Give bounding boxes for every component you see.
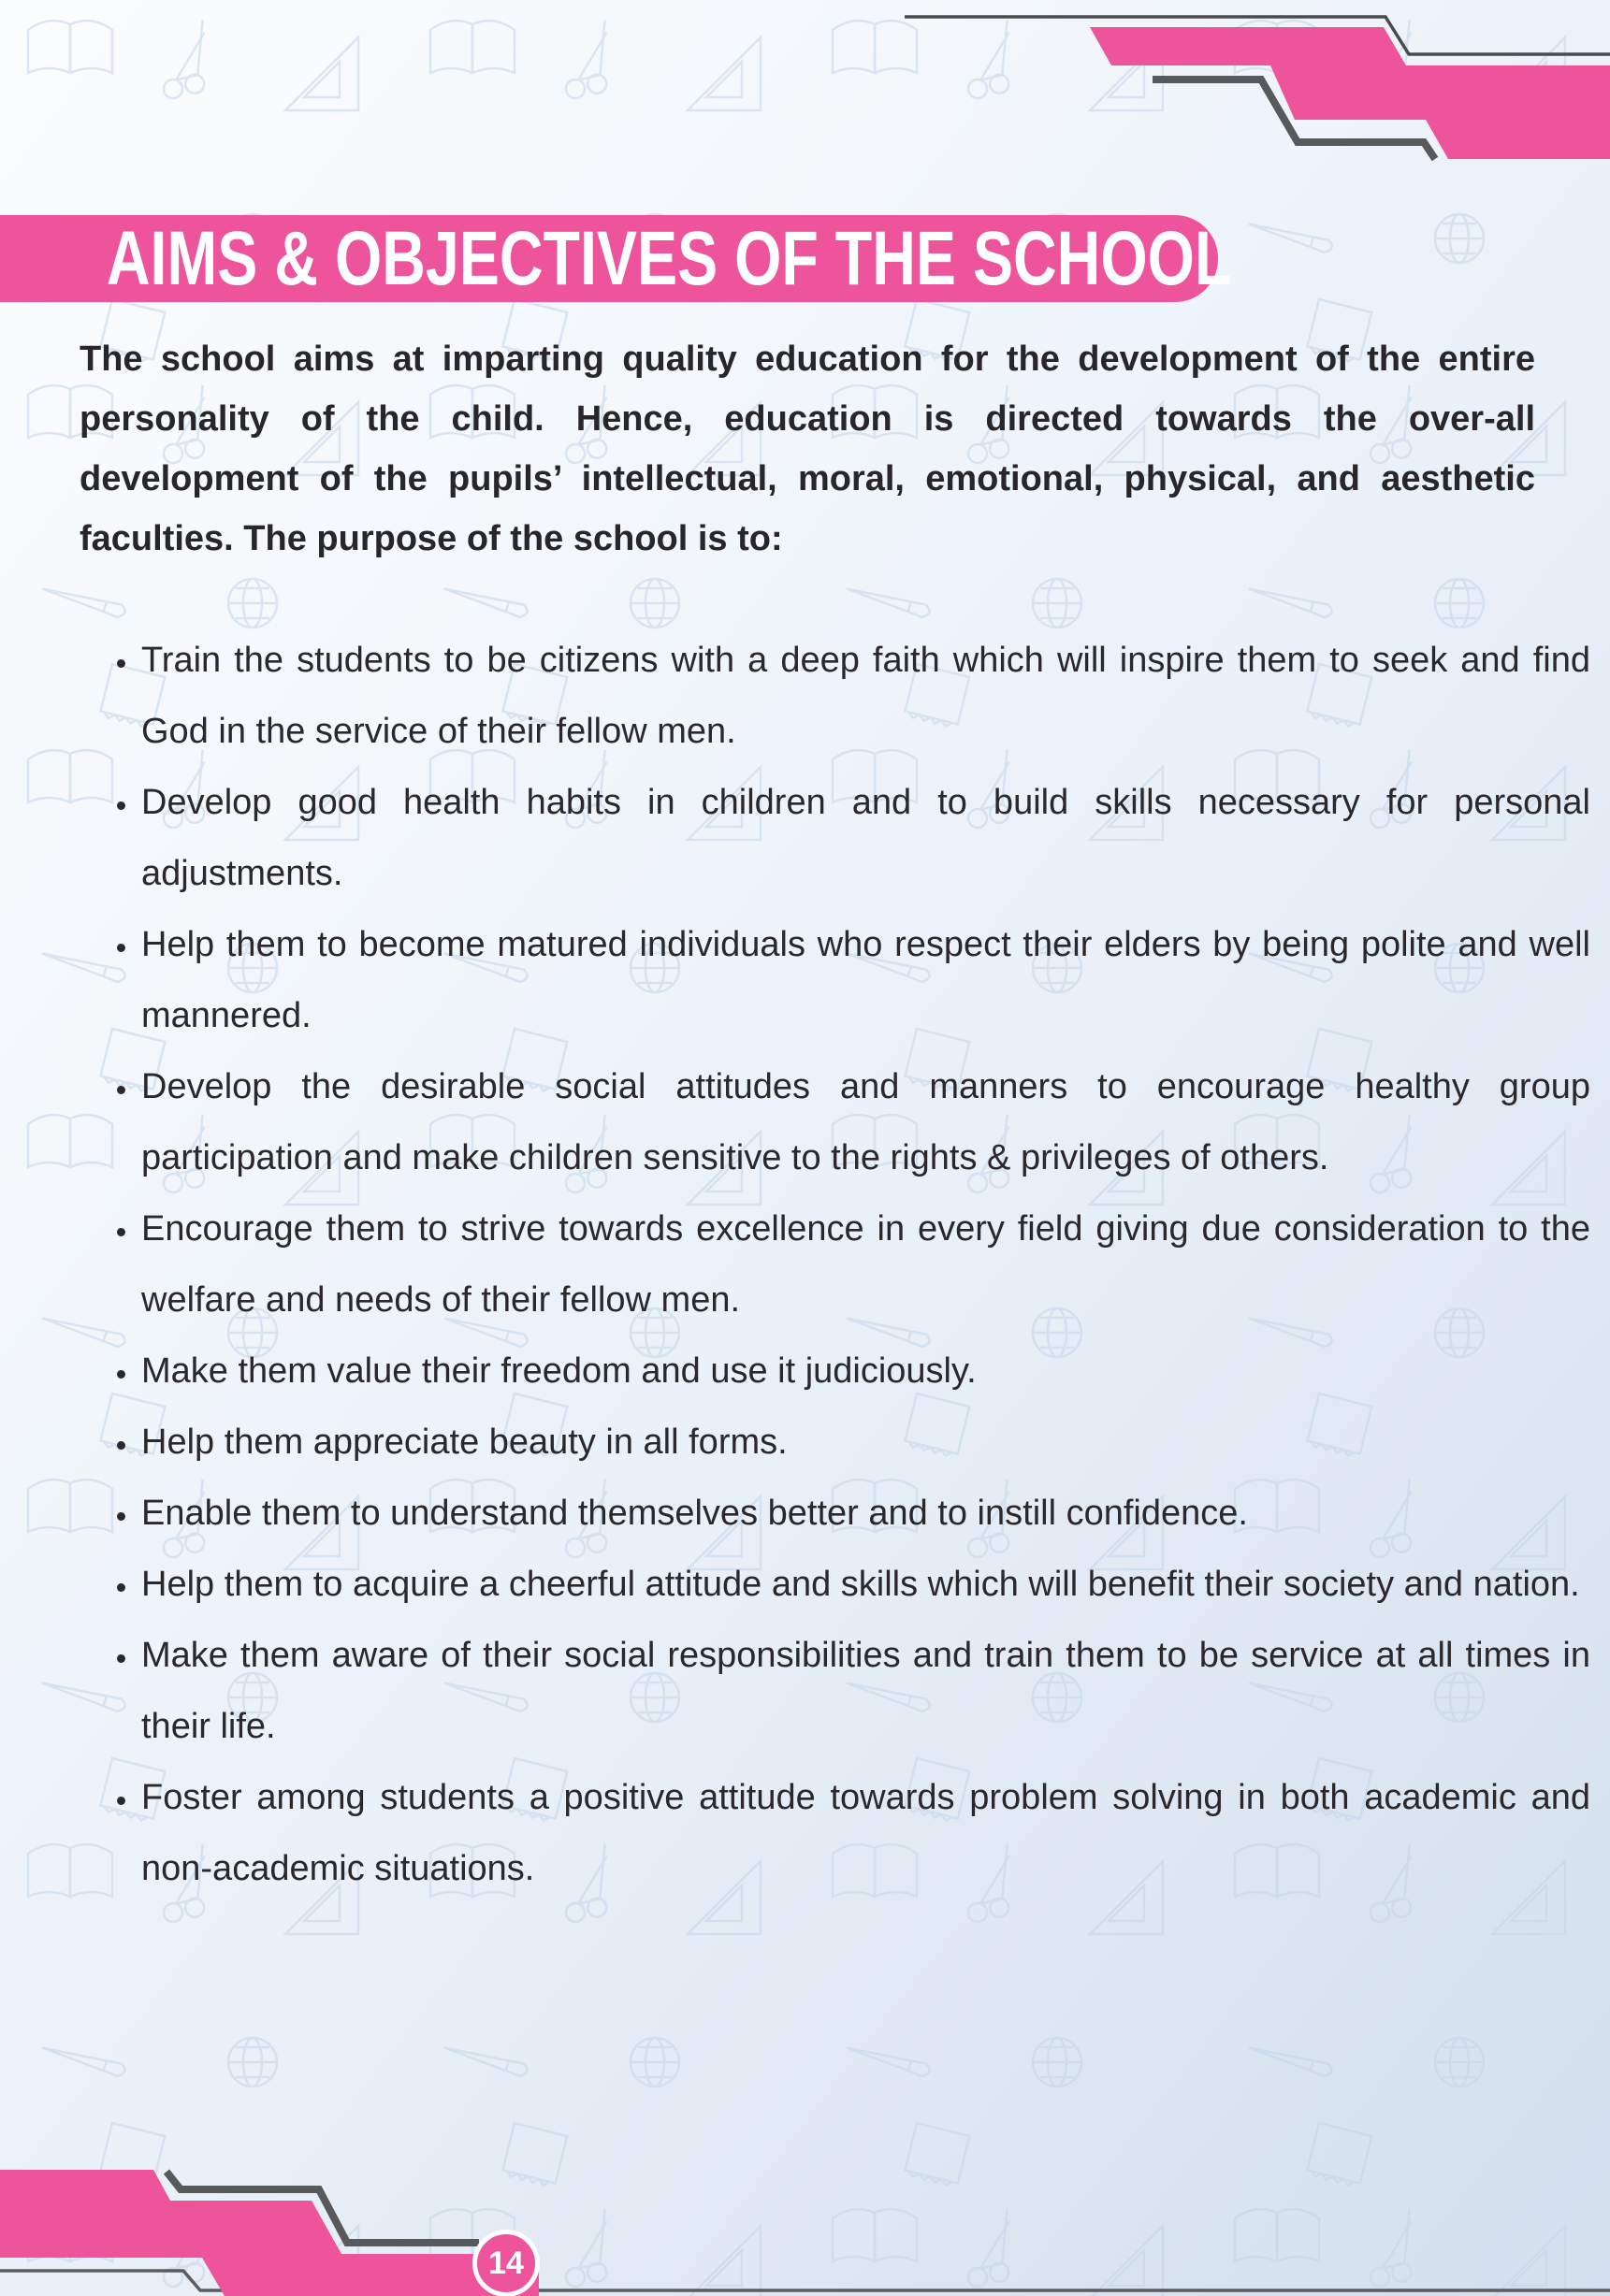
objective-item: • Help them appreciate beauty in all forms. xyxy=(139,1407,1590,1478)
objective-item: • Make them value their freedom and use it judiciously. xyxy=(139,1336,1590,1407)
page-number: 14 xyxy=(488,2245,524,2281)
intro-paragraph: The school aims at imparting quality education for the development of the entire personality of the child. Hence, education is directed towards the over-all development of the pupils’ intellectual, moral, emotional, physical, and aesthetic faculties. The purpose of the school is to: xyxy=(80,339,1535,558)
objective-item: • Enable them to understand themselves better and to instill confidence. xyxy=(139,1478,1590,1549)
objective-item: • Encourage them to strive towards excellence in every field giving due consideration to the welfare and needs of their fellow men. xyxy=(139,1193,1590,1336)
page-title: AIMS & OBJECTIVES OF THE SCHOOL xyxy=(106,215,1232,302)
section-title-banner xyxy=(0,215,1232,302)
objective-item: • Help them to become matured individuals who respect their elders by being polite and well mannered. xyxy=(139,909,1590,1051)
objective-item: • Train the students to be citizens with a deep faith which will inspire them to seek and find God in the service of their fellow men. xyxy=(139,625,1590,767)
objective-item: • Foster among students a positive attitude towards problem solving in both academic and non-academic situations. xyxy=(139,1762,1590,1904)
top-right-ribbon-decoration xyxy=(0,0,1610,187)
objective-item: • Make them aware of their social responsibilities and train them to be service at all times in their life. xyxy=(139,1620,1590,1762)
bottom-left-ribbon-decoration xyxy=(0,2132,1610,2296)
objective-item: • Develop good health habits in children and to build skills necessary for personal adjustments. xyxy=(139,767,1590,909)
objective-item: • Develop the desirable social attitudes and manners to encourage healthy group participation and make children sensitive to the rights & privileges of others. xyxy=(139,1051,1590,1193)
page-number-badge xyxy=(472,2230,540,2296)
objectives-list xyxy=(80,625,1590,1904)
objective-item: • Help them to acquire a cheerful attitude and skills which will benefit their society and nation. xyxy=(139,1549,1590,1620)
